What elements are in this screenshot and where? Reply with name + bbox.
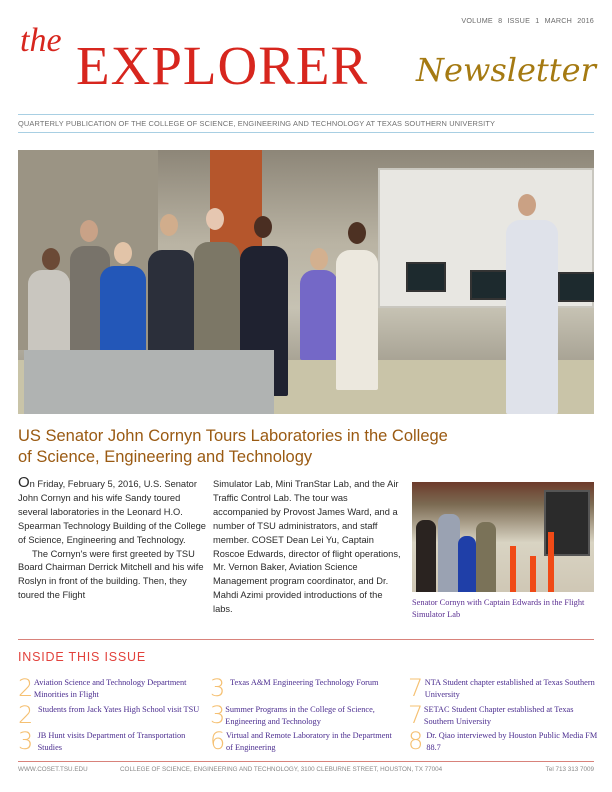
footer-website-link[interactable]: WWW.COSET.TSU.EDU — [18, 766, 88, 773]
toc-page-number: 3 — [18, 727, 34, 755]
toc-title: Summer Programs in the College of Science, Engineering and Technology — [225, 705, 375, 726]
toc-item[interactable] — [18, 676, 208, 700]
inside-this-issue-title: INSIDE THIS ISSUE — [18, 650, 146, 664]
masthead-the: the — [20, 22, 62, 59]
drop-cap: O — [18, 474, 30, 491]
toc-item[interactable] — [210, 703, 400, 727]
toc-page-number: 3 — [210, 674, 226, 702]
toc-page-number: 8 — [408, 727, 424, 755]
article-paragraph-1 — [18, 474, 208, 548]
toc-item[interactable] — [408, 676, 598, 700]
toc-title: Aviation Science and Technology Department Minorities in Flight — [33, 678, 187, 699]
toc-item[interactable] — [210, 729, 400, 753]
flight-simulator-photo — [412, 482, 594, 592]
issue-meta: VOLUME 8 ISSUE 1 MARCH 2016 — [461, 16, 594, 25]
masthead-title: EXPLORER — [76, 35, 369, 96]
paragraph-1-text: n Friday, February 5, 2016, U.S. Senator John Cornyn and his wife Sandy toured several laboratories in the Leonard H.O. Spearman Technology Building of the College of Science, Engineering and Technology. — [18, 479, 206, 545]
toc-item[interactable] — [18, 703, 208, 727]
photo-caption: Senator Cornyn with Captain Edwards in the Flight Simulator Lab — [412, 598, 585, 619]
toc-page-number: 6 — [210, 727, 226, 755]
article-paragraph-2: The Cornyn's were first greeted by TSU Board Chairman Derrick Mitchell and his wife Roslyn in front of the building. Then, they toured the Flight — [18, 548, 204, 601]
toc-item[interactable] — [408, 729, 598, 753]
footer-phone: Tel 713 313 7009 — [545, 766, 594, 773]
toc-title: Virtual and Remote Laboratory in the Department of Engineering — [226, 731, 392, 752]
toc-title: Dr. Qiao interviewed by Houston Public Media FM 88.7 — [426, 731, 598, 752]
footer-divider — [18, 761, 594, 762]
masthead-newsletter: Newsletter — [416, 51, 596, 89]
feature-headline: US Senator John Cornyn Tours Laboratories in the College of Science, Engineering and Technology — [18, 427, 448, 466]
toc-title: Students from Jack Yates High School visit TSU — [38, 705, 200, 714]
toc-item[interactable] — [18, 729, 208, 753]
toc-title: JB Hunt visits Department of Transportation Studies — [37, 731, 186, 752]
toc-item[interactable] — [408, 703, 598, 727]
article-paragraph-2-continued: Simulator Lab, Mini TranStar Lab, and the Air Traffic Control Lab. The tour was accompanied by Provost James Ward, and a number of TSU administrators, and staff member. COSET Dean Lei Yu, Captain Roscoe Edwards, director of flight operations, Mr. Vernon Baker, Aviation Science Management program coordinator, and Dr. Mahdi Azimi provided introductions of the labs. — [213, 479, 401, 615]
hero-photo — [18, 150, 594, 414]
toc-item[interactable] — [210, 676, 400, 700]
tagline: QUARTERLY PUBLICATION OF THE COLLEGE OF SCIENCE, ENGINEERING AND TECHNOLOGY AT TEXAS SOUTHERN UNIVERSITY — [18, 114, 594, 133]
toc-page-number: 2 — [18, 701, 34, 729]
article-column-2 — [213, 478, 403, 617]
masthead — [18, 14, 598, 104]
footer — [18, 766, 594, 773]
toc-page-number: 7 — [408, 674, 424, 702]
inside-divider — [18, 639, 594, 640]
article-column-1 — [18, 474, 208, 603]
toc-title: NTA Student chapter established at Texas Southern University — [424, 678, 595, 699]
footer-address: COLLEGE OF SCIENCE, ENGINEERING AND TECHNOLOGY, 3100 CLEBURNE STREET, HOUSTON, TX 77004 — [120, 766, 443, 773]
toc-title: SETAC Student Chapter established at Texas Southern University — [423, 705, 574, 726]
toc-title: Texas A&M Engineering Technology Forum — [230, 678, 379, 687]
toc-page-number: 7 — [408, 701, 424, 729]
toc-page-number: 3 — [210, 701, 226, 729]
toc-page-number: 2 — [18, 674, 34, 702]
